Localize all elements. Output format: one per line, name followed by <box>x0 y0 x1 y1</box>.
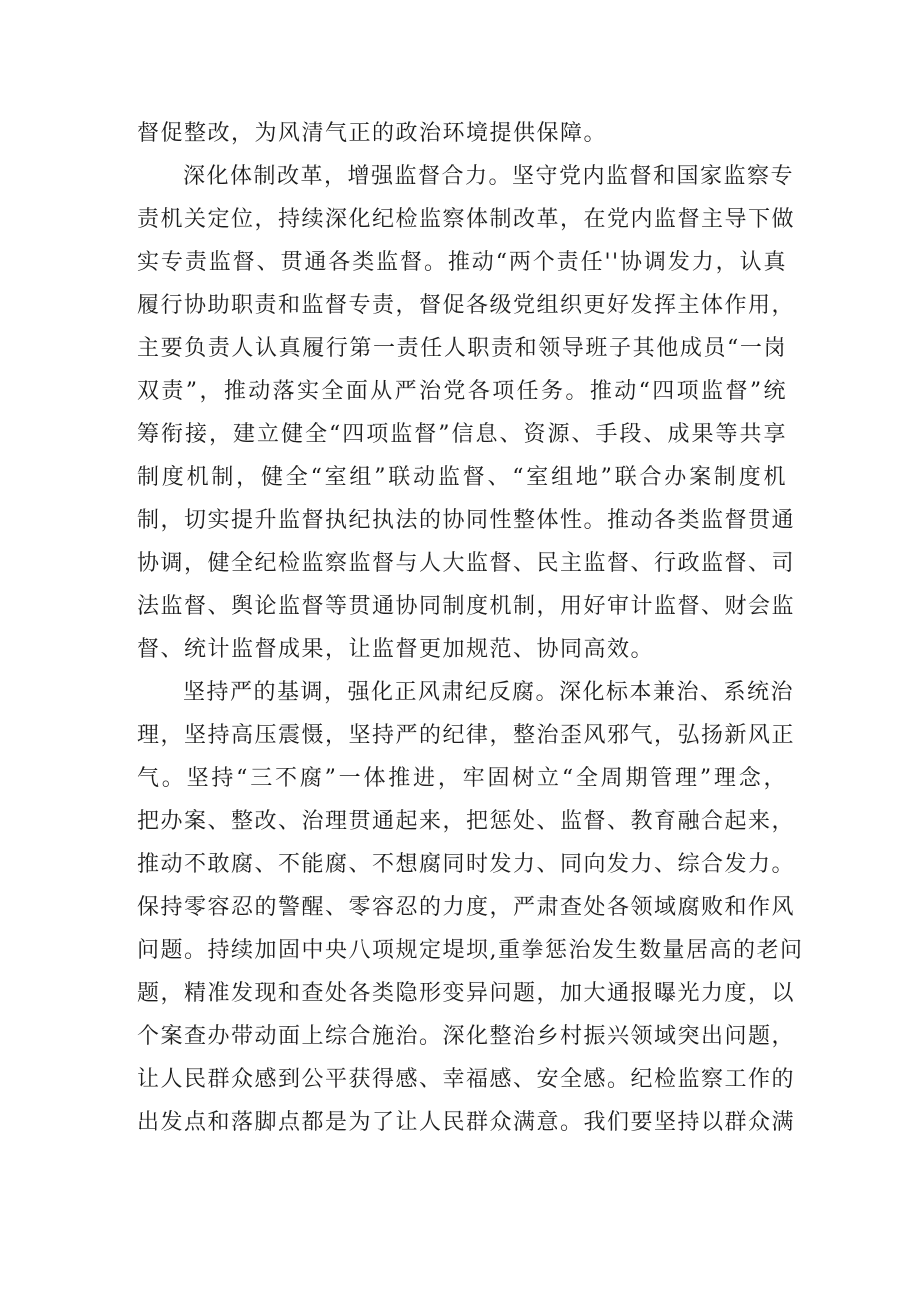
text-line: 出发点和落脚点都是为了让人民群众满意。我们要坚持以群众满 <box>137 1110 796 1135</box>
text-line: 保持零容忍的警醒、零容忍的力度，严肃查处各领域腐败和作风 <box>137 895 796 920</box>
text-line: 让人民群众感到公平获得感、幸福感、安全感。纪检监察工作的 <box>137 1067 796 1092</box>
text-line: 理，坚持高压震慑，坚持严的纪律，整治歪风邪气，弘扬新风正 <box>137 723 796 748</box>
text-line: 制，切实提升监督执纪执法的协同性整体性。推动各类监督贯通 <box>137 508 796 533</box>
text-line: 履行协助职责和监督专责，督促各级党组织更好发挥主体作用， <box>137 293 796 318</box>
text-line: 深化体制改革，增强监督合力。坚守党内监督和国家监察专 <box>183 164 795 189</box>
text-line: 责机关定位，持续深化纪检监察体制改革，在党内监督主导下做 <box>137 207 796 232</box>
text-line: 题，精准发现和查处各类隐形变异问题，加大通报曝光力度，以 <box>137 981 796 1006</box>
text-line: 督、统计监督成果，让监督更加规范、协同高效。 <box>137 637 655 662</box>
paragraph <box>137 155 796 671</box>
text-line: 制度机制，健全“室组”联动监督、“室组地”联合办案制度机 <box>137 465 787 490</box>
text-line: 实专责监督、贯通各类监督。推动“两个责任''协调发力，认真 <box>137 250 787 275</box>
text-line: 协调，健全纪检监察监督与人大监督、民主监督、行政监督、司 <box>137 551 796 576</box>
text-line: 双责”，推动落实全面从严治党各项任务。推动“四项监督”统 <box>137 379 787 404</box>
text-line: 个案查办带动面上综合施治。深化整治乡村振兴领域突出问题， <box>137 1024 796 1049</box>
text-line: 督促整改，为风清气正的政治环境提供保障。 <box>137 121 608 146</box>
text-line: 推动不敢腐、不能腐、不想腐同时发力、同向发力、综合发力。 <box>137 852 796 877</box>
document-body <box>137 112 804 1144</box>
text-line: 主要负责人认真履行第一责任人职责和领导班子其他成员“一岗 <box>137 336 787 361</box>
text-line: 把办案、整改、治理贯通起来，把惩处、监督、教育融合起来， <box>137 809 796 834</box>
text-line: 问题。持续加固中央八项规定堤坝,重拳惩治发生数量居高的老问 <box>137 938 804 963</box>
paragraph <box>137 112 787 155</box>
paragraph <box>137 671 804 1144</box>
text-line: 坚持严的基调，强化正风肃纪反腐。深化标本兼治、系统治 <box>183 680 795 705</box>
text-line: 法监督、舆论监督等贯通协同制度机制，用好审计监督、财会监 <box>137 594 796 619</box>
text-line: 气。坚持“三不腐”一体推进，牢固树立“全周期管理”理念， <box>137 766 787 791</box>
text-line: 筹衔接，建立健全“四项监督”信息、资源、手段、成果等共享 <box>137 422 787 447</box>
